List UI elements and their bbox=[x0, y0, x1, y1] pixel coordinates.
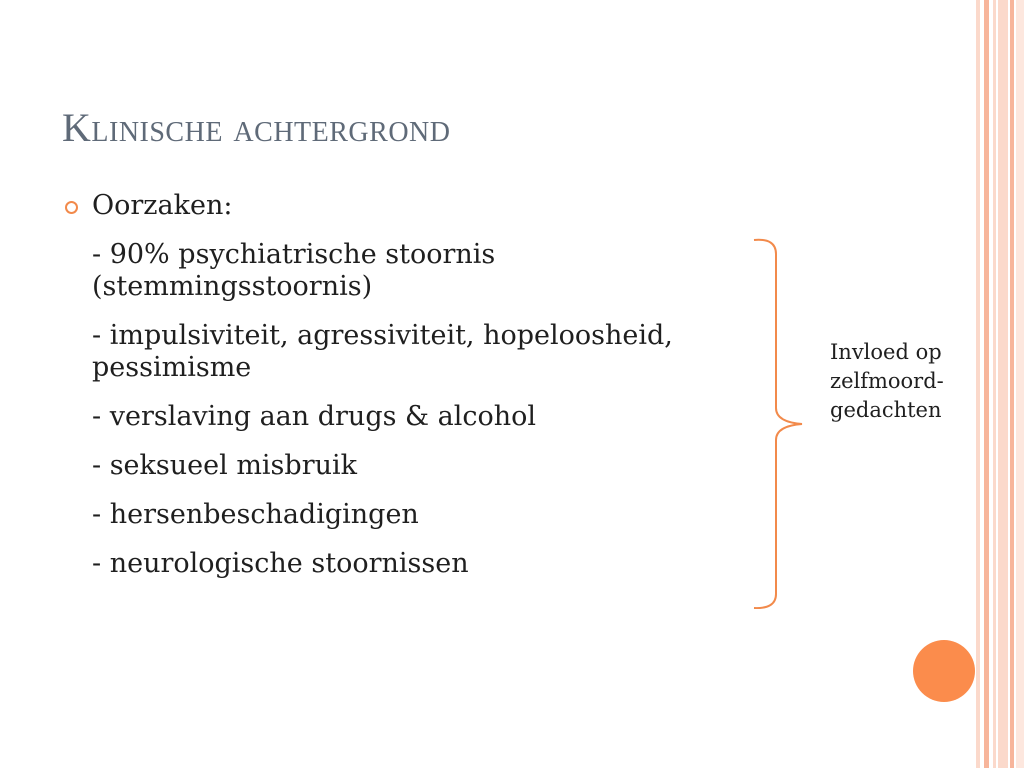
list-item: - 90% psychiatrische stoornis (stemmingsstoornis) bbox=[92, 239, 496, 302]
brace-note-line: Invloed op bbox=[830, 340, 942, 364]
circle-bullet-icon bbox=[65, 201, 78, 214]
decor-stripe-4 bbox=[998, 0, 1008, 768]
decor-stripe-3 bbox=[993, 0, 996, 768]
brace-note-line: zelfmoord- bbox=[830, 369, 944, 393]
brace-note-line: gedachten bbox=[830, 398, 942, 422]
decor-stripe-6 bbox=[1016, 0, 1024, 768]
cause-list bbox=[92, 239, 772, 597]
list-item: - impulsiviteit, agressiviteit, hopeloosheid, pessimisme bbox=[92, 320, 673, 383]
list-item: - hersenbeschadigingen bbox=[92, 499, 419, 530]
decorative-circle bbox=[913, 640, 975, 702]
list-item: - seksueel misbruik bbox=[92, 450, 357, 481]
brace-note bbox=[830, 338, 970, 425]
list-item: - neurologische stoornissen bbox=[92, 548, 469, 579]
section-heading: Oorzaken: bbox=[92, 190, 233, 221]
decor-stripe-5 bbox=[1010, 0, 1014, 768]
right-curly-brace-icon bbox=[750, 234, 810, 614]
decor-stripe-2 bbox=[984, 0, 989, 768]
list-item: - verslaving aan drugs & alcohol bbox=[92, 401, 537, 432]
slide-title: Klinische achtergrond bbox=[62, 105, 451, 150]
decor-stripe-1 bbox=[976, 0, 980, 768]
